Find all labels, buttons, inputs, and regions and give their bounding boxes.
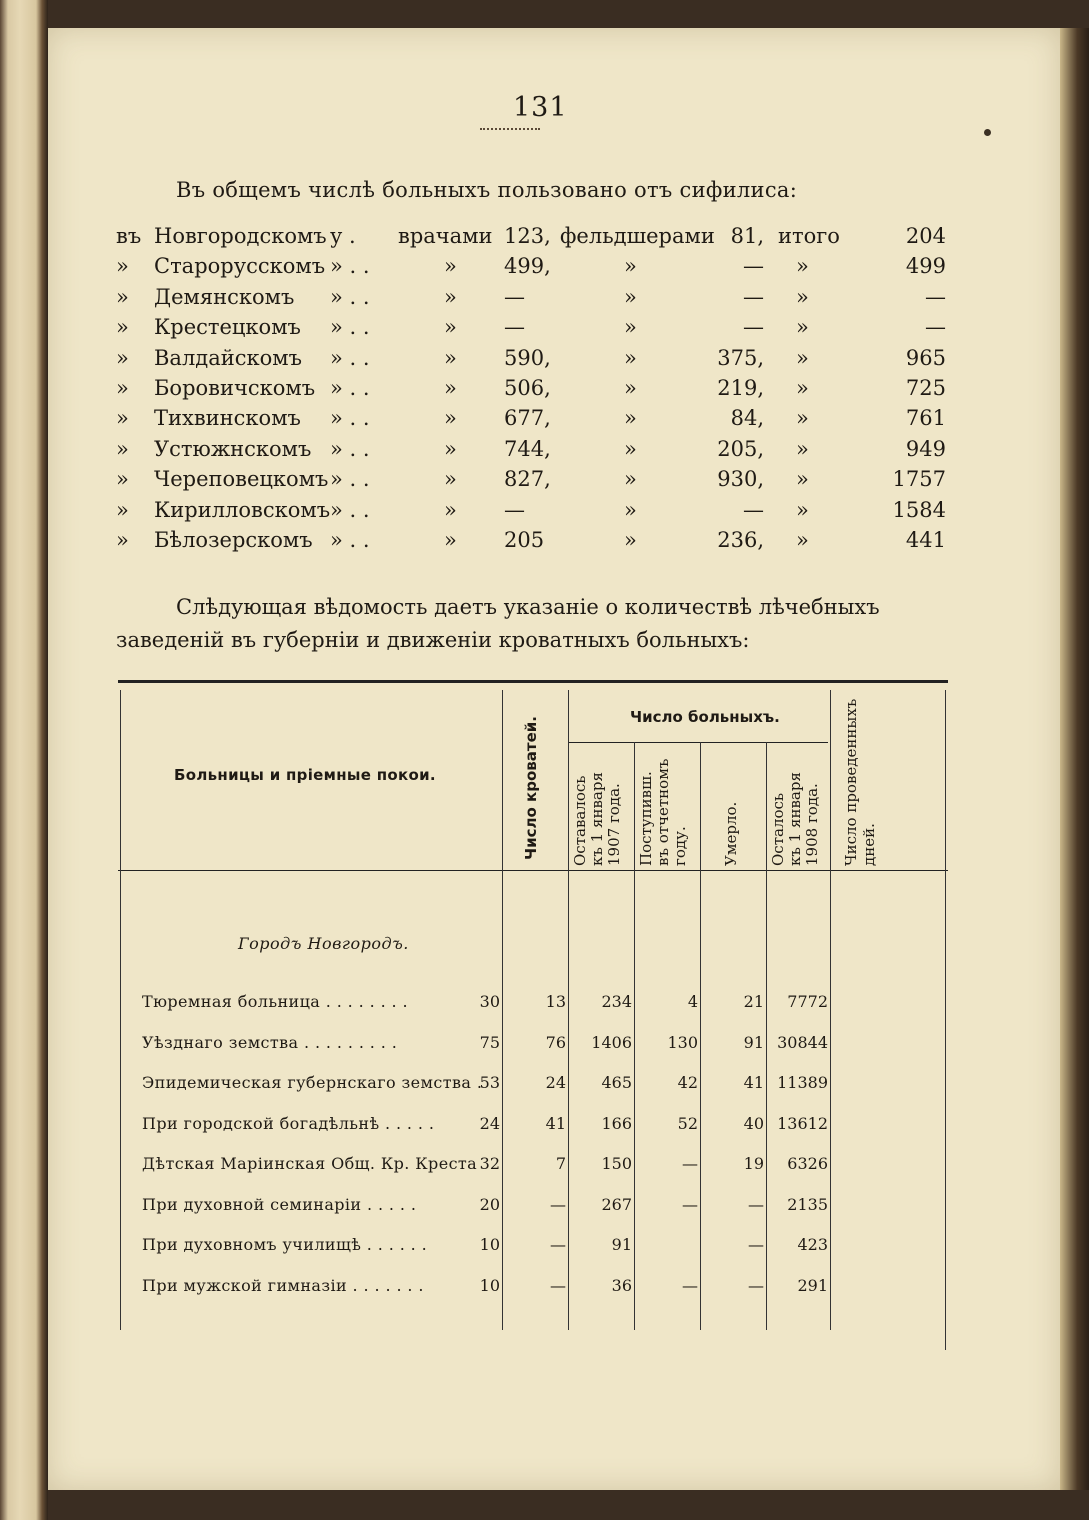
district-name: Устюжнскомъ <box>154 436 312 461</box>
feldshers-label: » <box>624 315 637 340</box>
table-row <box>118 1073 948 1097</box>
row-prefix: » <box>116 254 129 279</box>
header-days: Число проведенныхъ дней. <box>842 698 878 866</box>
uezd-marker: » . . <box>330 345 370 370</box>
remained-1907-count: 7 <box>555 1154 566 1173</box>
feldshers-count: — <box>743 497 764 522</box>
row-prefix: » <box>116 406 129 431</box>
beds-count: 10 <box>479 1235 500 1254</box>
table-row <box>118 1154 948 1178</box>
remained-1908-count: 40 <box>743 1113 764 1133</box>
remained-1908-count: 91 <box>743 1032 764 1052</box>
feldshers-label: » <box>624 345 637 370</box>
book-spine-edge <box>0 0 48 1520</box>
feldshers-count: 84, <box>730 406 764 431</box>
remained-1908-count: 19 <box>743 1154 764 1173</box>
uezd-marker: » . . <box>330 284 370 309</box>
uezd-marker: » . . <box>330 254 370 279</box>
feldshers-count: 930, <box>717 467 764 492</box>
hospital-name: Тюремная больница . . . . . . . . <box>142 992 409 1011</box>
table-row <box>118 1114 948 1138</box>
remained-1908-count: 21 <box>743 992 764 1011</box>
days-count: 7772 <box>787 992 828 1011</box>
admitted-count: 234 <box>601 992 632 1011</box>
beds-count: 53 <box>479 1073 500 1092</box>
days-count: 2135 <box>787 1194 828 1214</box>
uezd-marker: » . . <box>330 528 370 552</box>
days-count: 11389 <box>777 1073 828 1092</box>
feldshers-label: фельдшерами <box>560 224 715 248</box>
died-count: 52 <box>677 1113 698 1133</box>
patients-subheader-rule <box>568 742 828 743</box>
total-count: 1757 <box>892 467 946 492</box>
doctors-label: » <box>444 406 457 431</box>
hospital-name: Эпидемическая губернскаго земства . <box>142 1073 483 1092</box>
feldshers-count: — <box>743 284 764 309</box>
total-label: » <box>796 497 809 522</box>
doctors-label: » <box>444 315 457 340</box>
beds-count: 32 <box>479 1154 500 1173</box>
header-remained-1907: Оставалось къ 1 января 1907 года. <box>571 772 623 866</box>
page-number-ornament <box>480 128 540 130</box>
syphilis-row <box>116 345 946 376</box>
remained-1907-count: 41 <box>545 1113 566 1133</box>
doctors-count: — <box>504 315 525 340</box>
feldshers-label: » <box>624 497 637 522</box>
hospital-name: При мужской гимназіи . . . . . . . <box>142 1275 424 1295</box>
uezd-marker: » . . <box>330 497 370 522</box>
row-prefix: » <box>116 345 129 370</box>
uezd-marker: » . . <box>330 406 370 431</box>
total-label: итого <box>778 224 840 248</box>
remained-1907-count: — <box>550 1275 566 1295</box>
district-name: Крестецкомъ <box>154 315 301 340</box>
doctors-label: » <box>444 436 457 461</box>
total-label: » <box>796 436 809 461</box>
doctors-label: » <box>444 497 457 522</box>
beds-count: 10 <box>479 1275 500 1295</box>
feldshers-label: » <box>624 254 637 279</box>
district-name: Валдайскомъ <box>154 345 302 370</box>
doctors-label: » <box>444 254 457 279</box>
paragraph-line-1: Слѣдующая вѣдомость даетъ указаніе о количествѣ лѣчебныхъ <box>176 595 880 619</box>
remained-1908-count: — <box>748 1275 764 1295</box>
total-count: 499 <box>905 254 946 279</box>
total-count: 1584 <box>892 497 946 522</box>
table-header-rule <box>118 870 948 871</box>
total-count: — <box>925 315 946 340</box>
doctors-count: — <box>504 497 525 522</box>
days-count: 423 <box>797 1235 828 1254</box>
district-name: Кирилловскомъ <box>154 497 331 522</box>
feldshers-count: 205, <box>717 436 764 461</box>
feldshers-count: — <box>743 254 764 279</box>
header-beds: Число кроватей. <box>522 716 540 860</box>
table-row <box>118 1195 948 1219</box>
row-prefix: » <box>116 436 129 461</box>
ink-dot <box>984 129 991 136</box>
district-name: Боровичскомъ <box>154 376 316 400</box>
died-count: — <box>682 1194 698 1214</box>
hospitals-table <box>118 680 948 1352</box>
doctors-label: » <box>444 528 457 552</box>
feldshers-label: » <box>624 284 637 309</box>
feldshers-count: 81, <box>730 224 764 248</box>
syphilis-row <box>116 254 946 284</box>
beds-count: 75 <box>479 1032 500 1052</box>
header-patients: Число больныхъ. <box>630 708 780 726</box>
total-label: » <box>796 284 809 309</box>
syphilis-row <box>116 528 946 558</box>
hospital-name: При духовной семинаріи . . . . . <box>142 1194 417 1214</box>
hospital-name: При городской богадѣльнѣ . . . . . <box>142 1113 435 1133</box>
syphilis-intro: Въ общемъ числѣ больныхъ пользовано отъ сифилиса: <box>176 178 798 202</box>
hospital-name: Дѣтская Маріинская Общ. Кр. Креста <box>142 1154 478 1173</box>
remained-1908-count: — <box>748 1194 764 1214</box>
syphilis-row <box>116 436 946 467</box>
total-label: » <box>796 254 809 279</box>
district-name: Старорусскомъ <box>154 254 326 279</box>
died-count: 4 <box>687 992 698 1011</box>
beds-count: 30 <box>479 992 500 1011</box>
hospital-name: При духовномъ училищѣ . . . . . . <box>142 1235 428 1254</box>
total-label: » <box>796 406 809 431</box>
doctors-count: 205 <box>504 528 545 552</box>
header-died: Умерло. <box>722 801 740 866</box>
district-name: Демянскомъ <box>154 284 295 309</box>
died-count: 130 <box>667 1032 698 1052</box>
total-count: 725 <box>905 376 946 400</box>
total-count: 761 <box>905 406 946 431</box>
syphilis-row <box>116 224 946 254</box>
admitted-count: 267 <box>601 1194 632 1214</box>
admitted-count: 91 <box>611 1235 632 1254</box>
header-admitted: Поступивш. въ отчетномъ году. <box>637 758 689 866</box>
admitted-count: 36 <box>611 1275 632 1295</box>
remained-1907-count: 76 <box>545 1032 566 1052</box>
total-label: » <box>796 345 809 370</box>
district-name: Бѣлозерскомъ <box>154 528 313 552</box>
table-row <box>118 992 948 1016</box>
uezd-marker: » . . <box>330 436 370 461</box>
doctors-count: 123, <box>504 224 551 248</box>
header-hospitals: Больницы и пріемные покои. <box>174 766 436 784</box>
total-count: — <box>925 284 946 309</box>
days-count: 30844 <box>777 1032 828 1052</box>
paragraph-line-2: заведеній въ губерніи и движеніи кроватныхъ больныхъ: <box>116 628 750 652</box>
remained-1908-count: — <box>748 1235 764 1254</box>
died-count: 42 <box>677 1073 698 1092</box>
table-top-rule <box>118 680 948 683</box>
doctors-count: 677, <box>504 406 551 431</box>
days-count: 13612 <box>777 1113 828 1133</box>
row-prefix: » <box>116 467 129 492</box>
doctors-label: » <box>444 467 457 492</box>
doctors-count: 506, <box>504 376 551 400</box>
uezd-marker: » . . <box>330 376 370 400</box>
syphilis-row <box>116 376 946 406</box>
admitted-count: 166 <box>601 1113 632 1133</box>
feldshers-label: » <box>624 528 637 552</box>
days-count: 291 <box>797 1275 828 1295</box>
total-label: » <box>796 467 809 492</box>
feldshers-count: 375, <box>717 345 764 370</box>
uezd-marker: у . <box>330 224 356 248</box>
doctors-label: » <box>444 345 457 370</box>
feldshers-count: 219, <box>717 376 764 400</box>
row-prefix: » <box>116 315 129 340</box>
feldshers-label: » <box>624 467 637 492</box>
feldshers-label: » <box>624 436 637 461</box>
table-row <box>118 1235 948 1259</box>
remained-1907-count: — <box>550 1235 566 1254</box>
beds-count: 20 <box>479 1194 500 1214</box>
uezd-marker: » . . <box>330 467 370 492</box>
district-name: Тихвинскомъ <box>154 406 301 431</box>
doctors-count: 590, <box>504 345 551 370</box>
doctors-count: 827, <box>504 467 551 492</box>
doctors-count: 744, <box>504 436 551 461</box>
total-count: 204 <box>905 224 946 248</box>
feldshers-label: » <box>624 376 637 400</box>
doctors-label: » <box>444 376 457 400</box>
district-name: Новгородскомъ <box>154 224 327 248</box>
remained-1907-count: 24 <box>545 1073 566 1092</box>
doctors-count: — <box>504 284 525 309</box>
row-prefix: » <box>116 497 129 522</box>
uezd-marker: » . . <box>330 315 370 340</box>
admitted-count: 150 <box>601 1154 632 1173</box>
remained-1908-count: 41 <box>743 1073 764 1092</box>
remained-1907-count: — <box>550 1194 566 1214</box>
document-page <box>48 28 1060 1490</box>
feldshers-count: — <box>743 315 764 340</box>
syphilis-row <box>116 406 946 436</box>
died-count: — <box>682 1154 698 1173</box>
row-prefix: въ <box>116 224 142 248</box>
syphilis-row <box>116 467 946 497</box>
row-prefix: » <box>116 284 129 309</box>
total-count: 949 <box>905 436 946 461</box>
page-right-edge <box>1060 28 1089 1490</box>
table-row <box>118 1276 948 1300</box>
days-count: 6326 <box>787 1154 828 1173</box>
total-label: » <box>796 528 809 552</box>
remained-1907-count: 13 <box>545 992 566 1011</box>
syphilis-row <box>116 284 946 315</box>
hospital-name: Уѣзднаго земства . . . . . . . . . <box>142 1032 398 1052</box>
total-label: » <box>796 376 809 400</box>
feldshers-label: » <box>624 406 637 431</box>
admitted-count: 1406 <box>591 1032 632 1052</box>
page-number: 131 <box>513 92 568 123</box>
doctors-label: врачами <box>398 224 493 248</box>
table-row <box>118 1033 948 1057</box>
died-count: — <box>682 1275 698 1295</box>
row-prefix: » <box>116 528 129 552</box>
total-label: » <box>796 315 809 340</box>
doctors-label: » <box>444 284 457 309</box>
section-title-novgorod: Городъ Новгородъ. <box>238 934 409 953</box>
syphilis-row <box>116 497 946 528</box>
doctors-count: 499, <box>504 254 551 279</box>
row-prefix: » <box>116 376 129 400</box>
header-remained-1908: Осталось къ 1 января 1908 года. <box>769 772 821 866</box>
beds-count: 24 <box>479 1113 500 1133</box>
feldshers-count: 236, <box>717 528 764 552</box>
syphilis-row <box>116 315 946 345</box>
total-count: 441 <box>905 528 946 552</box>
total-count: 965 <box>905 345 946 370</box>
admitted-count: 465 <box>601 1073 632 1092</box>
district-name: Череповецкомъ <box>154 467 329 492</box>
